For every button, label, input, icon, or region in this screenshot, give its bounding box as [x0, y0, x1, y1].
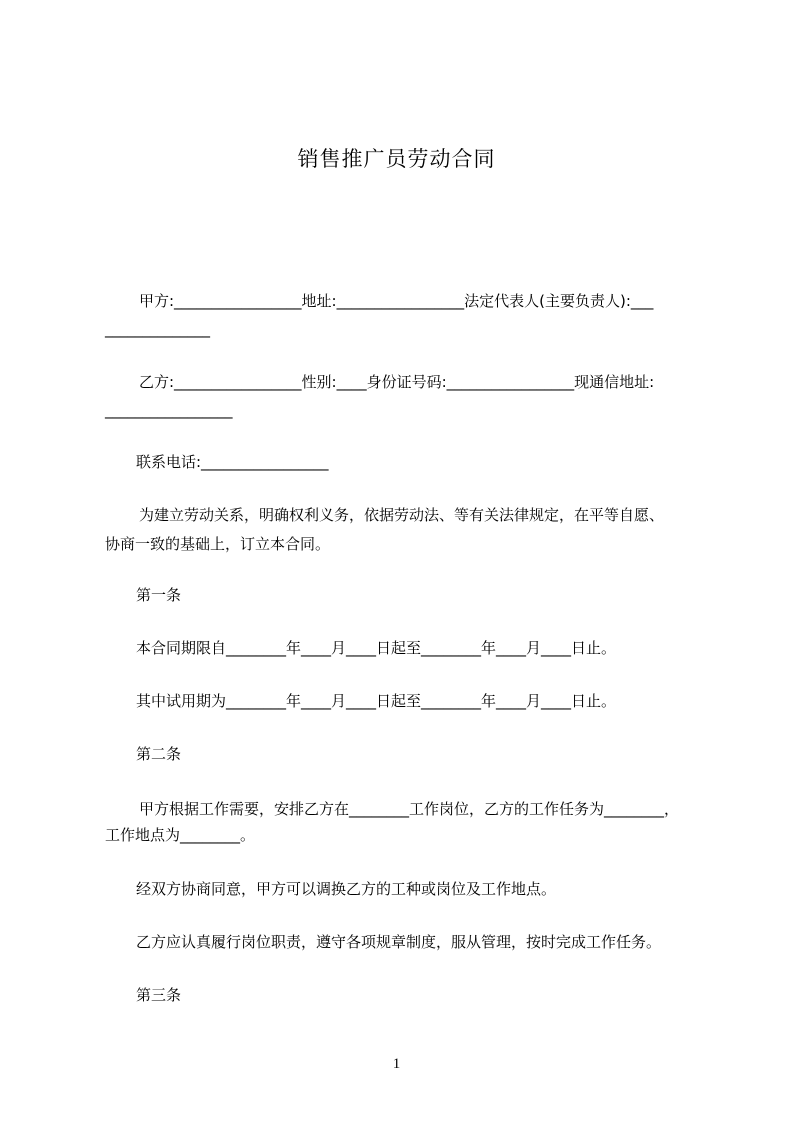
duty-line: 乙方应认真履行岗位职责，遵守各项规章制度，服从管理，按时完成工作任务。	[136, 933, 662, 951]
job-change-line: 经双方协商同意，甲方可以调换乙方的工种或岗位及工作地点。	[136, 880, 557, 898]
party-a-line: 甲方:_________________地址:_________________法定代表人(主要负责人):___	[139, 292, 654, 310]
document-title: 销售推广员劳动合同	[297, 147, 496, 171]
page-number: 1	[392, 1056, 401, 1072]
article-2-heading: 第二条	[136, 745, 182, 763]
contract-term-line: 本合同期限自________年____月____日起至________年____月____日止。	[136, 639, 617, 657]
contact-phone-line: 联系电话:_________________	[136, 453, 329, 471]
party-b-line: 乙方:_________________性别:____身份证号码:_________________现通信地址:	[139, 373, 655, 391]
article-1-heading: 第一条	[136, 586, 182, 604]
party-a-line-continued: ______________	[105, 320, 210, 338]
article-3-heading: 第三条	[136, 986, 182, 1004]
preamble-line-2: 协商一致的基础上，订立本合同。	[105, 535, 331, 553]
job-assignment-line-2: 工作地点为________。	[105, 826, 256, 844]
preamble-line-1: 为建立劳动关系，明确权利义务，依据劳动法、等有关法律规定，在平等自愿、	[139, 506, 665, 524]
party-b-line-continued: _________________	[105, 401, 233, 419]
probation-term-line: 其中试用期为________年____月____日起至________年____月____日止。	[136, 692, 617, 710]
job-assignment-line-1: 甲方根据工作需要，安排乙方在________工作岗位，乙方的工作任务为________，	[139, 800, 680, 818]
